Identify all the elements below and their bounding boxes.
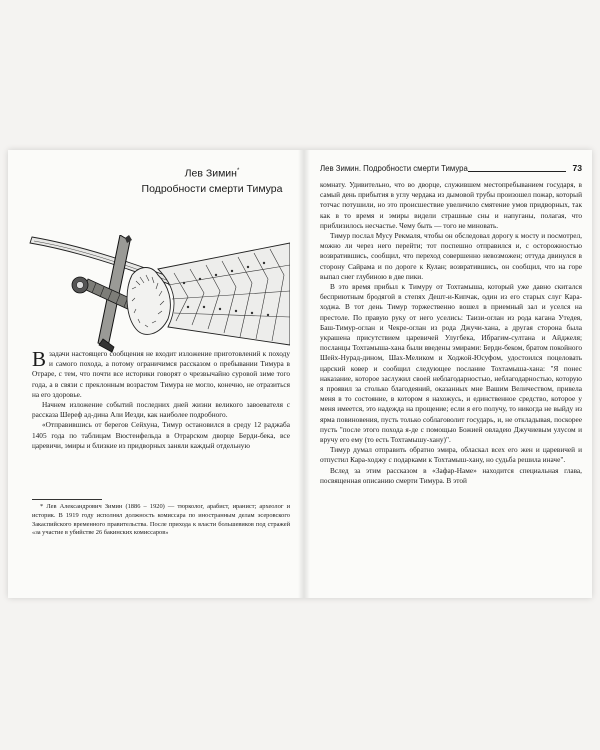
- chapter-author-line: [126, 164, 298, 182]
- chapter-author: Лев Зимин: [184, 167, 237, 180]
- footnote: * Лев Александрович Зимин (1886 – 1920) — тюрколог, арабист, иранист; археолог и историк. В 1919 году исполнял должность комиссара по иностранным делам эсеровского Закаспийского временного правительства. После прихода к власти большевиков под стражей «за участие в убийстве 26 бакинских комиссаров»: [32, 503, 290, 537]
- page-number: 73: [572, 163, 582, 173]
- paragraph: комнату. Удивительно, что во дворце, служившем местопребыванием государя, в самый день прибытия в углу чердака из дымовой трубы произошел пожар, который тотчас потушили, но это происшествие увеличило смятение умов придворных, так как в то время и эмиры видели страшные сны и напуганы, полагая, что приблизилось несчастье. Чему быть — того не миновать.: [320, 180, 582, 230]
- chapter-author-footnote-mark: *: [236, 168, 240, 174]
- left-page-body: [32, 349, 290, 451]
- paragraph: Тимур послал Мусу Рекмаля, чтобы он обследовал дорогу к мосту и посмотрел, можно ли через него перейти; тот поспешно отправился и, с осторожностью возвратившись, сообщил, что переход совершенно невозможен; оттуда двинулся в сторону Сайрама и по дороге к Кулан; возвратившись, он сообщил, что на горе выпал снег глубиною в две пики.: [320, 231, 582, 281]
- right-page: [308, 150, 592, 598]
- chapter-title: Подробности смерти Тимура: [141, 182, 283, 195]
- opening-paragraph: [32, 349, 290, 400]
- right-page-body: [320, 180, 582, 486]
- chapter-heading: [126, 164, 298, 197]
- opening-paragraph-text: задачи настоящего сообщения не входит изложение приготовлений к походу и самого похода, а потому ограничимся рассказом о пребывании Тимура в Отраре, с тем, что почти все историки говорят о чрезвычайно суровой зиме того года, а в связи с преклонным возрастом Тимура не могло, конечно, не отразиться на его здоровье.: [32, 349, 290, 399]
- running-header: [320, 164, 582, 176]
- running-head-rule: [468, 171, 566, 172]
- running-head-title: Лев Зимин. Подробности смерти Тимура: [320, 164, 468, 173]
- left-page: [8, 150, 300, 598]
- paragraph: Начнем изложение событий последних дней жизни великого завоевателя с рассказа Шереф ад-дина Али Иезди, как наиболее подробного.: [32, 400, 290, 420]
- drop-cap: В: [32, 347, 47, 371]
- paragraph: Вслед за этим рассказом в «Зафар-Наме» находится специальная глава, посвященная описанию смерти Тимура. В этой: [320, 465, 582, 485]
- paragraph: Тимур думал отправить обратно эмира, обласкал всех его жен и царевичей и отпустил Кара-ходжу с подарками к Тохтамыш-хану, но судьба решила иначе".: [320, 445, 582, 465]
- paragraph: В это время прибыл к Тимуру от Тохтамыша, который уже давно скитался бесприютным бродягой в степях Дешт-и-Кипчак, один из его старых слуг Кара-ходжа. В тот день Тимур торжественно вошел в приемный зал и уселся на престоле. По правую руку от него уселись: Таизи-оглан из рода кагана Утедея, Баш-Тимур-оглан и Чекре-оглан из рода Джучи-хана, а другая сторона была украшена присутствием царевичей Улугбека, Ибрагим-султана и Айджеля; посланцы Тохтамыша-хана были введены эмирами: Берди-беком, братом покойного Шейх-Нурад-дином, Шах-Меликом и Ходжой-Юсуфом, удостоился поцеловать царский ковер и сообщил следующее послание Тохтамыша-хана: "Я понес наказание, которое заслужил своей неблагодарностью, неблагодарностью, которую я проявил за столько благодеяний, оказанных мне Вашим Величеством, привела меня в то состояние, в котором я нахожусь, и единственное средство, которое у меня имеется, это надежда на прощение; если я его получу, то никогда не выйду из ярма повиновения, пусть только соблаговолит государь, и, не откладывая, поскорее пусть "после этого похода я-де с помощью Божией овладею Джучиевым улусом и вручу его ему (то есть Тохтамышу-хану)".: [320, 282, 582, 445]
- paragraph: «Отправившись от берегов Сейхуна, Тимур остановился в среду 12 раджаба 1405 года по таблицам Вюстенфельда в Отрарском дворце Берди-бека, все царевичи, эмиры и близкие из придворных заняли каждый отдельную: [32, 420, 290, 450]
- footnote-divider: [32, 499, 102, 500]
- sword-and-armored-arm-icon: [28, 235, 290, 353]
- book-spread: [8, 150, 592, 598]
